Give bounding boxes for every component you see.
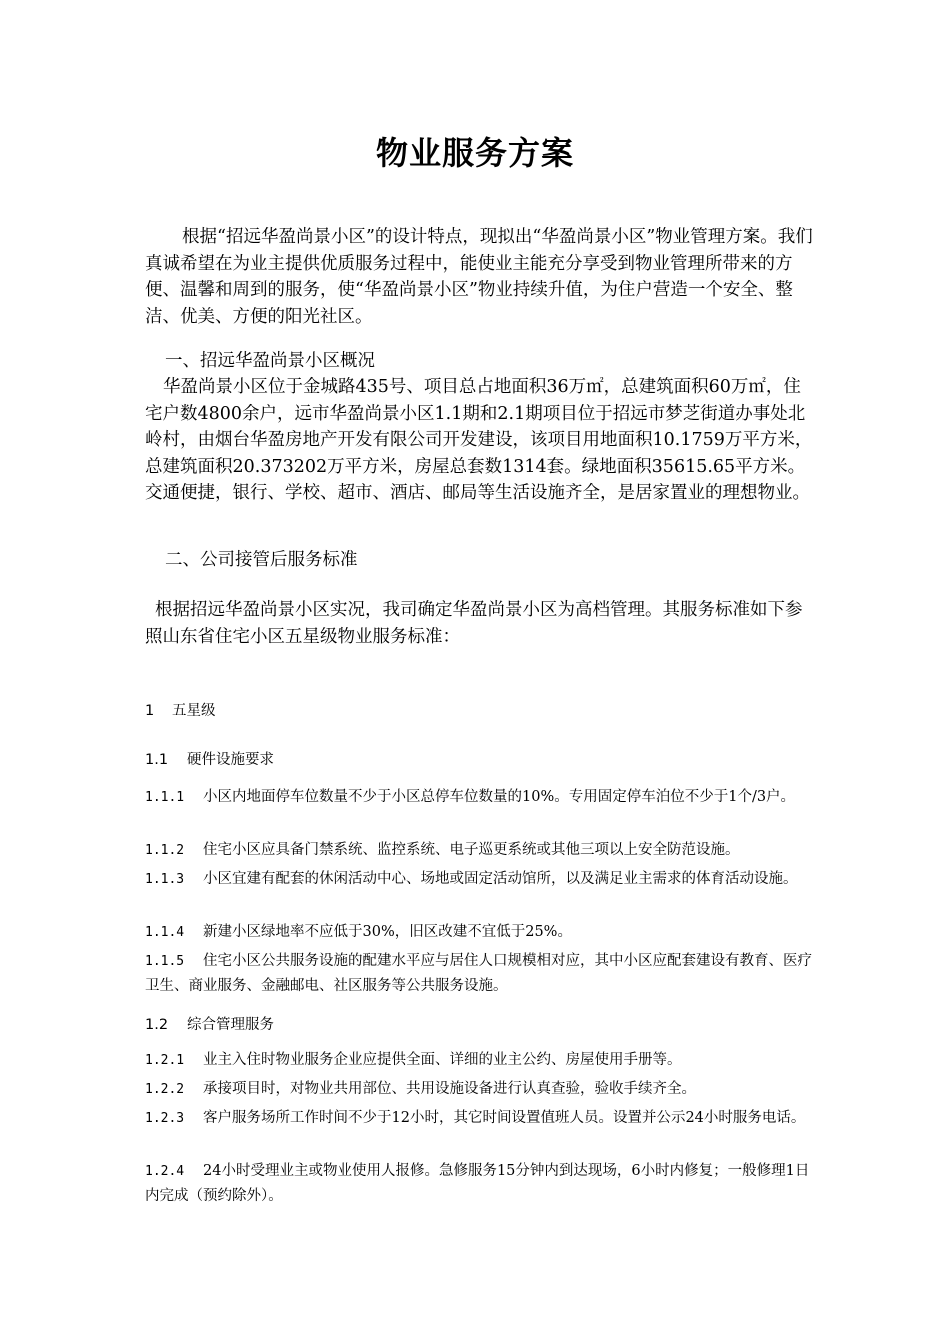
item-text: 客户服务场所工作时间不少于12小时，其它时间设置值班人员。设置并公示24小时服务电话。 <box>203 1110 806 1126</box>
subsection-label: 硬件设施要求 <box>187 752 274 768</box>
list-item <box>145 920 815 945</box>
subsection-label: 综合管理服务 <box>187 1017 274 1033</box>
item-number: 1.2.4 <box>145 1164 185 1179</box>
section-1-heading: 一、招远华盈尚景小区概况 <box>165 351 375 371</box>
section-2-body: 根据招远华盈尚景小区实况，我司确定华盈尚景小区为高档管理。其服务标准如下参照山东省住宅小区五星级物业服务标准： <box>145 600 803 647</box>
subsection-number: 1.2 <box>145 1017 169 1033</box>
item-text: 小区宜建有配套的休闲活动中心、场地或固定活动馆所，以及满足业主需求的体育活动设施。 <box>203 871 798 887</box>
item-number: 1.1.1 <box>145 790 185 805</box>
item-number: 1.1.4 <box>145 925 185 940</box>
item-number: 1.1.2 <box>145 843 185 858</box>
level-label: 五星级 <box>172 703 216 719</box>
list-item <box>145 949 815 998</box>
item-text: 24小时受理业主或物业使用人报修。急修服务15分钟内到达现场，6小时内修复；一般修理1日内完成（预约除外）。 <box>145 1163 810 1204</box>
item-number: 1.2.2 <box>145 1082 185 1097</box>
item-text: 承接项目时，对物业共用部位、共用设施设备进行认真查验，验收手续齐全。 <box>203 1081 696 1097</box>
level-heading <box>145 701 815 721</box>
section-1-body: 华盈尚景小区位于金城路435号、项目总占地面积36万㎡，总建筑面积60万㎡，住宅户数4800余户，远市华盈尚景小区1.1期和2.1期项目位于招远市梦芝街道办事处北岭村，由烟台华盈房地产开发有限公司开发建设，该项目用地面积10.1759万平方米，总建筑面积20.373202万平方米，房屋总套数1314套。绿地面积35615.65平方米。交通便捷，银行、学校、超市、酒店、邮局等生活设施齐全，是居家置业的理想物业。 <box>145 377 813 503</box>
section-2-heading: 二、公司接管后服务标准 <box>165 550 358 570</box>
item-text: 新建小区绿地率不应低于30%，旧区改建不宜低于25%。 <box>203 924 572 940</box>
subsection-number: 1.1 <box>145 752 169 768</box>
list-item <box>145 785 815 810</box>
item-number: 1.1.5 <box>145 954 185 969</box>
list-item <box>145 1048 815 1073</box>
subsection-1-2-heading <box>145 1015 815 1035</box>
item-text: 住宅小区应具备门禁系统、监控系统、电子巡更系统或其他三项以上安全防范设施。 <box>203 842 740 858</box>
list-item <box>145 838 815 863</box>
list-item <box>145 1106 815 1131</box>
item-number: 1.2.1 <box>145 1053 185 1068</box>
item-number: 1.1.3 <box>145 872 185 887</box>
list-item <box>145 1159 815 1208</box>
item-text: 住宅小区公共服务设施的配建水平应与居住人口规模相对应，其中小区应配套建设有教育、医疗卫生、商业服务、金融邮电、社区服务等公共服务设施。 <box>145 953 812 994</box>
intro-paragraph: 根据“招远华盈尚景小区”的设计特点，现拟出“华盈尚景小区”物业管理方案。我们真诚希望在为业主提供优质服务过程中，能使业主能充分享受到物业管理所带来的方便、温馨和周到的服务，使“华盈尚景小区”物业持续升值，为住户营造一个安全、整洁、优美、方便的阳光社区。 <box>145 227 813 327</box>
item-text: 业主入住时物业服务企业应提供全面、详细的业主公约、房屋使用手册等。 <box>203 1052 682 1068</box>
item-text: 小区内地面停车位数量不少于小区总停车位数量的10%。专用固定停车泊位不少于1个/3户。 <box>203 789 796 805</box>
list-item <box>145 1077 815 1102</box>
list-item <box>145 867 815 892</box>
subsection-1-1-heading <box>145 750 815 770</box>
item-number: 1.2.3 <box>145 1111 185 1126</box>
level-number: 1 <box>145 703 155 719</box>
page-title: 物业服务方案 <box>375 134 574 172</box>
